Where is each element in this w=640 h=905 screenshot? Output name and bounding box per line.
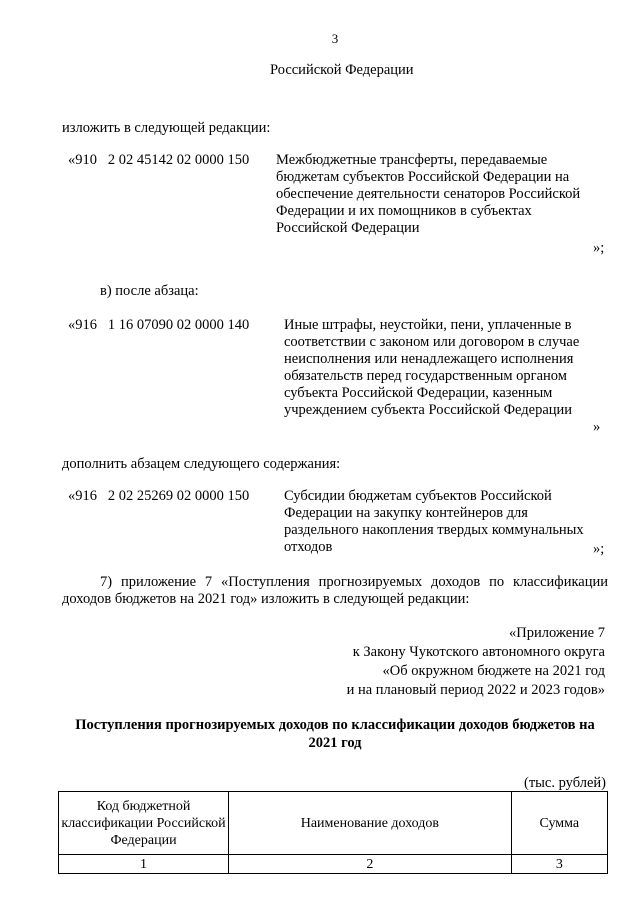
column-number-2: 2 bbox=[229, 855, 512, 874]
table-number-row bbox=[59, 855, 608, 874]
column-number-3: 3 bbox=[511, 855, 607, 874]
revenue-table bbox=[58, 791, 608, 874]
appendix-line-2: к Закону Чукотского автономного округа bbox=[352, 644, 605, 660]
entry-description-1: Межбюджетные трансферты, передаваемые бюджетам субъектов Российской Федерации на обеспечение деятельности сенаторов Российской Федерации и их помощников в субъектах Российской Федерации bbox=[276, 152, 581, 236]
header-sum: Сумма bbox=[511, 792, 607, 855]
header-name: Наименование доходов bbox=[229, 792, 512, 855]
continuation-line: Российской Федерации bbox=[270, 62, 414, 78]
entry-description-3: Субсидии бюджетам субъектов Российской Федерации на закупку контейнеров для раздельного накопления твердых коммунальных отходов bbox=[284, 488, 584, 555]
entry-description-2: Иные штрафы, неустойки, пени, уплаченные в соответствии с законом или договором в случае неисполнения или ненадлежащего исполнения обязательств перед государственным органом субъекта Российской Федерации, казенным учреждением субъекта Российской Федерации bbox=[284, 317, 580, 418]
header-code: Код бюджетной классификации Российской Федерации bbox=[59, 792, 229, 855]
section-heading: Поступления прогнозируемых доходов по классификации доходов бюджетов на 2021 год bbox=[75, 717, 595, 751]
entry-code-1: «910 2 02 45142 02 0000 150 bbox=[68, 152, 250, 168]
paragraph-item-7: 7) приложение 7 «Поступления прогнозируемых доходов по классификации доходов бюджетов на 2021 год» изложить в следующей редакции: bbox=[62, 574, 608, 607]
appendix-line-3: «Об окружном бюджете на 2021 год bbox=[382, 663, 605, 679]
paragraph-intro: изложить в следующей редакции: bbox=[62, 120, 271, 136]
paragraph-after: в) после абзаца: bbox=[100, 283, 199, 299]
entry-code-3: «916 2 02 25269 02 0000 150 bbox=[68, 488, 250, 504]
entry-closing-quote-3: »; bbox=[593, 541, 605, 557]
table-header-row bbox=[59, 792, 608, 855]
entry-closing-quote-2: » bbox=[593, 419, 601, 435]
units-label: (тыс. рублей) bbox=[524, 775, 606, 791]
entry-closing-quote-1: »; bbox=[593, 240, 605, 256]
page-number: 3 bbox=[331, 31, 339, 46]
paragraph-add: дополнить абзацем следующего содержания: bbox=[62, 456, 341, 472]
column-number-1: 1 bbox=[59, 855, 229, 874]
appendix-line-4: и на плановый период 2022 и 2023 годов» bbox=[346, 682, 605, 698]
entry-code-2: «916 1 16 07090 02 0000 140 bbox=[68, 317, 250, 333]
appendix-line-1: «Приложение 7 bbox=[509, 625, 605, 641]
appendix-reference bbox=[300, 624, 605, 700]
